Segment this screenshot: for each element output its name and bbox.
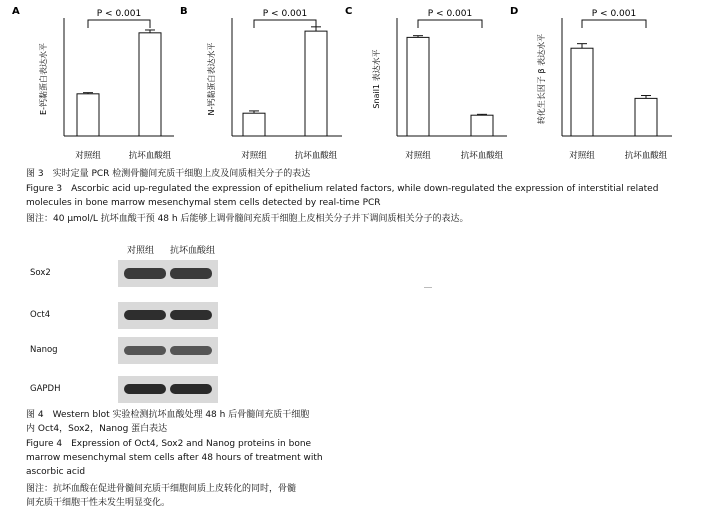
chart-d-bar-1 [571, 48, 593, 136]
page-artifact [424, 287, 432, 288]
wb-col-ascorbic: 抗坏血酸组 [170, 246, 216, 256]
chart-c-significance-bracket [418, 20, 482, 28]
chart-c [345, 0, 545, 165]
chart-c-panel-letter: C [345, 6, 353, 17]
figure-3-en-caption-line2: molecules in bone marrow mesenchymal stem cells detected by real-time PCR [26, 198, 381, 208]
figure-4-note-line1: 图注：抗坏血酸在促进骨髓间充质干细胞间质上皮转化的同时，骨髓 [26, 484, 297, 494]
chart-b [180, 0, 378, 165]
wb-band-oct4-control [124, 310, 166, 320]
chart-c-p-value: P < 0.001 [427, 9, 473, 19]
figure-4-en-caption-line3: ascorbic acid [26, 467, 86, 477]
wb-band-gapdh-control [124, 384, 166, 394]
wb-blot-sox2 [118, 260, 218, 287]
chart-a-panel-letter: A [12, 6, 20, 17]
chart-b-bar-2 [305, 31, 327, 136]
chart-d [510, 0, 710, 165]
wb-row-label-sox2: Sox2 [30, 268, 51, 278]
chart-a-p-value: P < 0.001 [96, 9, 142, 19]
chart-b-y-label: N-钙黏蛋白表达水平 [207, 42, 216, 116]
chart-d-category-1: 对照组 [569, 151, 595, 161]
wb-blot-nanog [118, 337, 218, 364]
chart-b-bar-1 [243, 113, 265, 136]
chart-d-category-2: 抗坏血酸组 [624, 151, 668, 161]
chart-c-bar-2 [471, 115, 493, 136]
chart-d-significance-bracket [582, 20, 646, 28]
chart-a [12, 0, 210, 165]
wb-band-nanog-ascorbic [170, 346, 212, 355]
figure-3-en-caption-line1: Figure 3 Ascorbic acid up-regulated the expression of epithelium related factors, while down-regulated the expression of interstitial related [26, 184, 659, 194]
chart-a-bar-2 [139, 33, 161, 136]
chart-d-p-value: P < 0.001 [591, 9, 637, 19]
chart-c-bar-1 [407, 37, 429, 136]
figure-3-note: 图注：40 μmol/L 抗坏血酸干预 48 h 后能够上调骨髓间充质干细胞上皮相关分子并下调间质相关分子的表达。 [26, 214, 469, 224]
chart-b-panel-letter: B [180, 6, 188, 17]
figure-4-cn-caption-line1: 图 4 Western blot 实验检测抗坏血酸处理 48 h 后骨髓间充质干细胞 [26, 410, 310, 420]
wb-blot-gapdh [118, 376, 218, 403]
chart-c-category-1: 对照组 [405, 151, 431, 161]
chart-a-bar-1 [77, 94, 99, 136]
figure-4-en-caption-line1: Figure 4 Expression of Oct4, Sox2 and Nanog proteins in bone [26, 439, 312, 449]
chart-a-significance-bracket [88, 20, 150, 28]
chart-a-y-label: E-钙黏蛋白表达水平 [39, 43, 48, 115]
chart-a-category-2: 抗坏血酸组 [128, 151, 172, 161]
figure-3-cn-title: 图 3 实时定量 PCR 检测骨髓间充质干细胞上皮及间质相关分子的表达 [26, 169, 311, 179]
wb-band-sox2-ascorbic [170, 268, 212, 279]
figure-4-cn-caption-line2: 内 Oct4，Sox2，Nanog 蛋白表达 [26, 424, 168, 434]
chart-a-category-1: 对照组 [75, 151, 101, 161]
chart-b-category-1: 对照组 [241, 151, 267, 161]
wb-band-gapdh-ascorbic [170, 384, 212, 394]
chart-b-p-value: P < 0.001 [262, 9, 308, 19]
chart-b-category-2: 抗坏血酸组 [294, 151, 338, 161]
chart-c-y-label: Snail1 表达水平 [372, 49, 381, 109]
wb-blot-oct4 [118, 302, 218, 329]
wb-col-control: 对照组 [127, 246, 155, 256]
chart-b-significance-bracket [254, 20, 316, 28]
chart-d-bar-2 [635, 98, 657, 136]
chart-d-panel-letter: D [510, 6, 519, 17]
figure-4-note-line2: 间充质干细胞干性未发生明显变化。 [26, 498, 171, 508]
chart-c-category-2: 抗坏血酸组 [460, 151, 504, 161]
figure-4-en-caption-line2: marrow mesenchymal stem cells after 48 hours of treatment with [26, 453, 323, 463]
wb-row-label-nanog: Nanog [30, 345, 58, 355]
wb-band-oct4-ascorbic [170, 310, 212, 320]
chart-d-y-label: 转化生长因子 β 表达水平 [537, 33, 546, 125]
wb-row-label-gapdh: GAPDH [30, 384, 61, 394]
wb-band-sox2-control [124, 268, 166, 279]
wb-band-nanog-control [124, 346, 166, 355]
wb-row-label-oct4: Oct4 [30, 310, 51, 320]
